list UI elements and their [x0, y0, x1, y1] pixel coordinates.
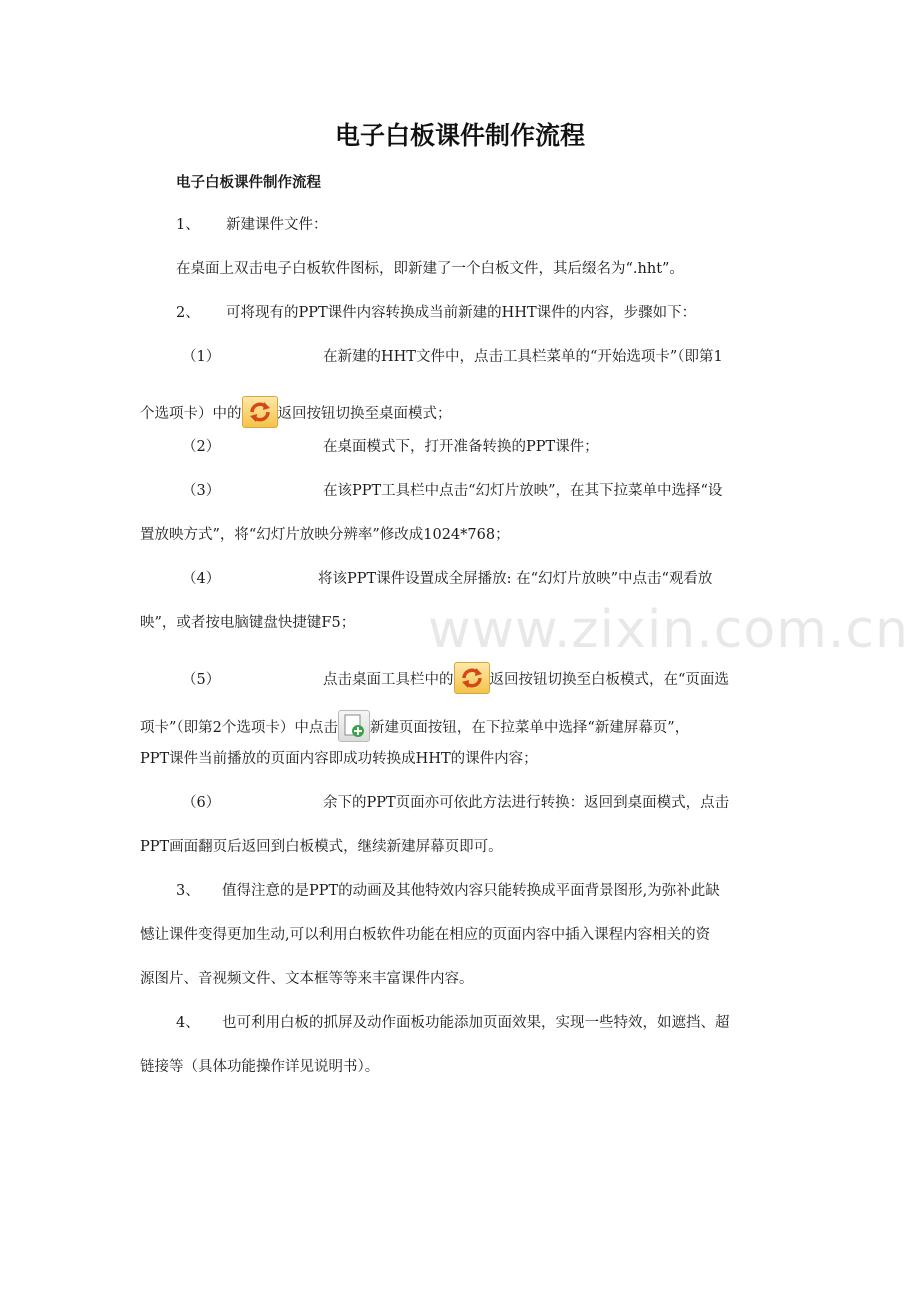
substep-3-number: （3）	[182, 483, 221, 499]
return-icon	[454, 662, 490, 694]
step-4-number: 4、	[176, 1015, 200, 1031]
substep-5-text-a: 点击桌面工具栏中的	[323, 672, 454, 688]
substep-4	[182, 568, 712, 590]
return-icon	[242, 396, 278, 428]
step-3-number: 3、	[176, 883, 200, 899]
substep-1-cont-a: 个选项卡）中的	[140, 406, 242, 422]
substep-1	[182, 346, 723, 368]
substep-5-cont-a: 项卡”（即第2个选项卡）中点击	[140, 720, 338, 736]
substep-3-text: 在该PPT工具栏中点击“幻灯片放映”，在其下拉菜单中选择“设	[323, 483, 723, 499]
substep-5-cont	[140, 710, 689, 742]
substep-5-text-b: 返回按钮切换至白板模式，在“页面选	[489, 672, 729, 688]
substep-3	[182, 480, 722, 502]
substep-6-number: （6）	[182, 795, 221, 811]
substep-2-text: 在桌面模式下，打开准备转换的PPT课件；	[323, 439, 599, 455]
substep-4-text: 将该PPT课件设置成全屏播放: 在“幻灯片放映”中点击“观看放	[318, 571, 713, 587]
step-2-text: 可将现有的PPT课件内容转换成当前新建的HHT课件的内容，步骤如下：	[226, 305, 697, 321]
substep-1-cont-b: 返回按钮切换至桌面模式；	[277, 406, 452, 422]
substep-1-number: （1）	[182, 349, 221, 365]
substep-4-cont: 映”，或者按电脑键盘快捷键F5；	[140, 615, 356, 631]
step-1-body: 在桌面上双击电子白板软件图标，即新建了一个白板文件，其后缀名为“.hht”。	[176, 261, 684, 277]
substep-3-cont: 置放映方式”，将“幻灯片放映分辨率”修改成1024*768；	[140, 527, 510, 543]
watermark: www.zixin.com.cn	[428, 600, 909, 660]
substep-1-text: 在新建的HHT文件中，点击工具栏菜单的“开始选项卡”（即第1	[323, 349, 723, 365]
step-4-cont: 链接等（具体功能操作详见说明书）。	[140, 1059, 380, 1075]
document-title: 电子白板课件制作流程	[334, 121, 585, 150]
substep-5	[182, 662, 729, 694]
step-1	[176, 214, 328, 236]
substep-5-cont-b: 新建页面按钮，在下拉菜单中选择“新建屏幕页”，	[369, 720, 690, 736]
step-2	[176, 302, 696, 324]
step-3-cont-1: 憾让课件变得更加生动,可以利用白板软件功能在相应的页面内容中插入课程内容相关的资	[140, 927, 711, 943]
step-3	[176, 880, 720, 902]
step-4-text: 也可利用白板的抓屏及动作面板功能添加页面效果，实现一些特效，如遮挡、超	[222, 1015, 730, 1031]
step-3-cont-2: 源图片、音视频文件、文本框等等来丰富课件内容。	[140, 971, 474, 987]
step-4	[176, 1012, 730, 1034]
substep-4-number: （4）	[182, 571, 221, 587]
substep-6-cont: PPT画面翻页后返回到白板模式，继续新建屏幕页即可。	[140, 839, 503, 855]
substep-2-number: （2）	[182, 439, 221, 455]
step-3-text: 值得注意的是PPT的动画及其他特效内容只能转换成平面背景图形,为弥补此缺	[222, 883, 720, 899]
substep-6	[182, 792, 729, 814]
substep-5-cont2: PPT课件当前播放的页面内容即成功转换成HHT的课件内容；	[140, 751, 538, 767]
step-1-text: 新建课件文件：	[226, 217, 328, 233]
subtitle: 电子白板课件制作流程	[176, 175, 321, 191]
substep-1-cont	[140, 396, 452, 428]
new-page-icon	[338, 710, 370, 742]
substep-5-number: （5）	[182, 672, 221, 688]
step-2-number: 2、	[176, 305, 200, 321]
step-1-number: 1、	[176, 217, 200, 233]
substep-2	[182, 436, 599, 458]
substep-6-text: 余下的PPT页面亦可依此方法进行转换：返回到桌面模式，点击	[323, 795, 730, 811]
